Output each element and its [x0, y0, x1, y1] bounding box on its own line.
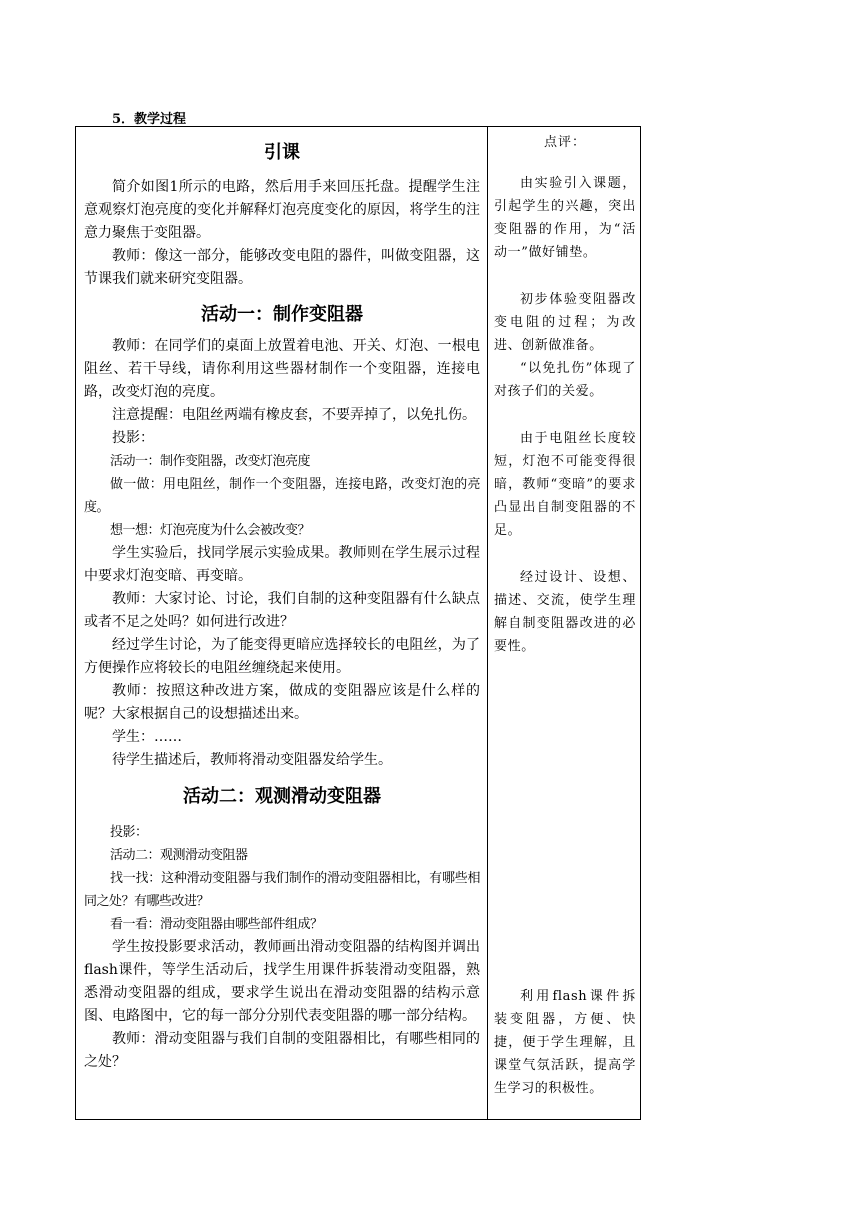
- projection-line: 看一看：滑动变阻器由哪些部件组成？: [110, 917, 323, 932]
- comment: 由实验引入课题，引起学生的兴趣，突出变阻器的作用，为“活动一”做好铺垫。: [494, 176, 636, 260]
- heading-activity-one: 活动一：制作变阻器: [201, 304, 363, 325]
- paragraph: 简介如图1所示的电路，然后用手来回压托盘。提醒学生注意观察灯泡亮度的变化并解释灯泡亮度变化的原因，将学生的注意力聚焦于变阻器。: [84, 179, 480, 241]
- comment: 初步体验变阻器改变电阻的过程；为改进、创新做准备。: [494, 292, 636, 353]
- heading-intro: 引课: [264, 142, 300, 163]
- projection-line: 活动一：制作变阻器，改变灯泡亮度: [110, 454, 311, 469]
- comment: 由于电阻丝长度较短，灯泡不可能变得很暗，教师“变暗”的要求凸显出自制变阻器的不足。: [494, 431, 636, 538]
- paragraph: 注意提醒：电阻丝两端有橡皮套，不要弄掉了，以免扎伤。: [112, 407, 476, 423]
- paragraph: 学生实验后，找同学展示实验成果。教师则在学生展示过程中要求灯泡变暗、再变暗。: [84, 545, 480, 584]
- comment: “以免扎伤”体现了对孩子们的关爱。: [494, 361, 636, 399]
- heading-activity-two: 活动二：观测滑动变阻器: [183, 786, 381, 807]
- paragraph: 教师：滑动变阻器与我们自制的变阻器相比，有哪些相同的之处？: [84, 1031, 480, 1070]
- comment: 利用flash课件拆装变阻器，方便、快捷，便于学生理解，且课堂气氛活跃，提高学生学习的积极性。: [494, 989, 636, 1096]
- projection-line: 找一找：这种滑动变阻器与我们制作的滑动变阻器相比，有哪些相同之处？有哪些改进？: [84, 871, 480, 909]
- projection-line: 做一做：用电阻丝，制作一个变阻器，连接电路，改变灯泡的亮度。: [84, 477, 480, 515]
- lesson-table: [75, 126, 641, 1120]
- paragraph: 经过学生讨论，为了能变得更暗应选择较长的电阻丝，为了方便操作应将较长的电阻丝缠绕起来使用。: [84, 637, 480, 676]
- projection-line: 投影：: [110, 825, 148, 840]
- paragraph: 投影：: [112, 430, 154, 446]
- paragraph: 待学生描述后，教师将滑动变阻器发给学生。: [112, 752, 392, 768]
- comment-heading: 点评：: [543, 135, 586, 150]
- paragraph: 教师：大家讨论、讨论，我们自制的这种变阻器有什么缺点或者不足之处吗？如何进行改进？: [84, 591, 480, 630]
- comment: 经过设计、设想、描述、交流，使学生理解自制变阻器改进的必要性。: [494, 570, 636, 654]
- projection-line: 想一想：灯泡亮度为什么会被改变？: [110, 523, 311, 538]
- paragraph: 学生：……: [112, 729, 182, 745]
- section-title: 5．教学过程: [112, 112, 187, 127]
- projection-line: 活动二：观测滑动变阻器: [110, 848, 248, 863]
- paragraph: 教师：按照这种改进方案，做成的变阻器应该是什么样的呢？大家根据自己的设想描述出来。: [84, 683, 480, 722]
- comment-column: [494, 127, 636, 1096]
- paragraph: 教师：在同学们的桌面上放置着电池、开关、灯泡、一根电阻丝、若干导线，请你利用这些器材制作一个变阻器，连接电路，改变灯泡的亮度。: [84, 338, 480, 400]
- process-column: [84, 127, 480, 1074]
- paragraph: 教师：像这一部分，能够改变电阻的器件，叫做变阻器，这节课我们就来研究变阻器。: [84, 248, 480, 287]
- paragraph: 学生按投影要求活动，教师画出滑动变阻器的结构图并调出flash课件，等学生活动后，找学生用课件拆装滑动变阻器，熟悉滑动变阻器的组成，要求学生说出在滑动变阻器的结构示意图、电路图中，它的每一部分分别代表变阻器的哪一部分结构。: [84, 939, 480, 1024]
- column-divider: [487, 127, 488, 1119]
